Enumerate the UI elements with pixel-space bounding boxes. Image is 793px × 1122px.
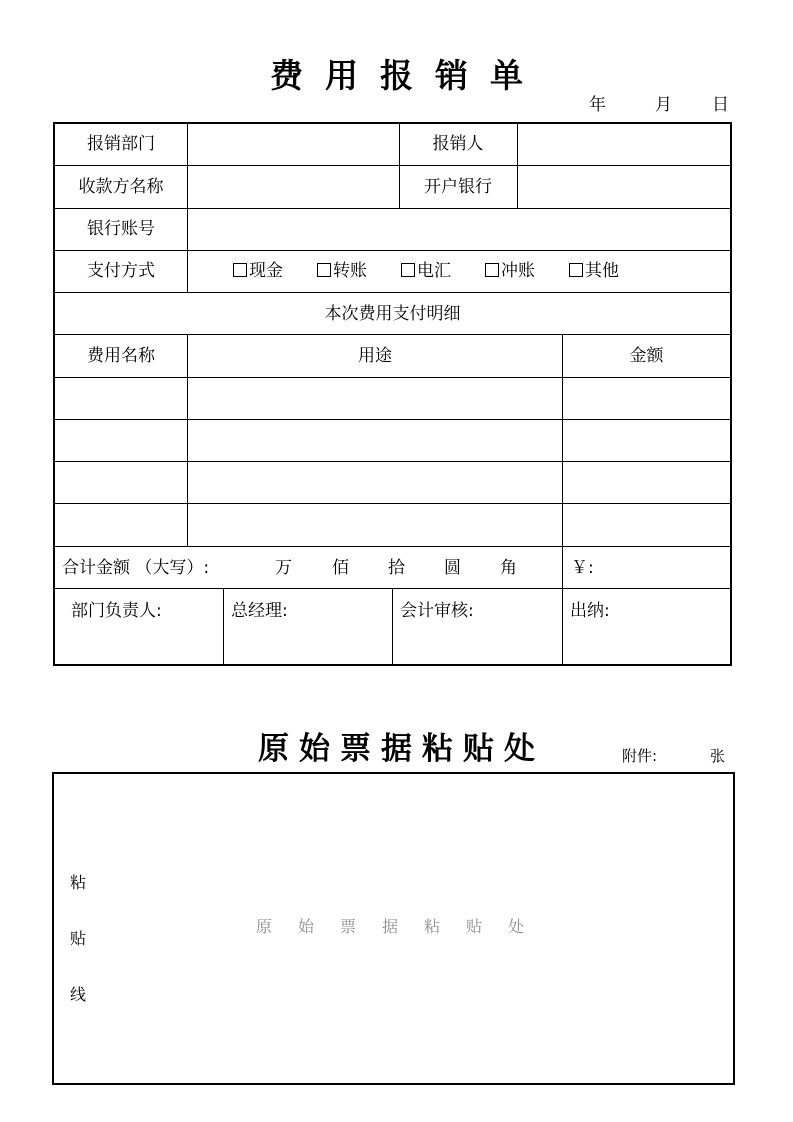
table-row[interactable]	[55, 462, 187, 503]
dept-field[interactable]	[188, 124, 399, 165]
claimant-field[interactable]	[518, 124, 730, 165]
dept-label: 报销部门	[87, 134, 155, 154]
date-year: 年	[589, 95, 606, 115]
col-amount: 金额	[629, 346, 664, 366]
date-day: 日	[712, 95, 729, 115]
checkbox[interactable]	[485, 263, 499, 277]
paste-title: 原始票据粘贴处	[258, 731, 545, 767]
account-label: 银行账号	[87, 219, 155, 239]
date-month: 月	[655, 95, 672, 115]
sig-general-manager: 总经理:	[231, 601, 288, 621]
attach-label: 附件:	[622, 747, 658, 765]
paste-line-char: 线	[70, 985, 87, 1004]
payment-label: 支付方式	[87, 261, 155, 281]
col-purpose: 用途	[358, 346, 392, 366]
bank-field[interactable]	[518, 166, 730, 208]
unit-shi: 拾	[388, 558, 405, 578]
unit-bai: 佰	[332, 558, 349, 578]
payment-option-cash[interactable]: 现金	[233, 261, 283, 281]
detail-header: 本次费用支付明细	[324, 304, 461, 324]
payee-field[interactable]	[188, 166, 399, 208]
table-row[interactable]	[55, 504, 187, 546]
payment-option-other[interactable]: 其他	[569, 261, 619, 281]
payee-label: 收款方名称	[78, 177, 164, 197]
form-title: 费用报销单	[270, 56, 545, 95]
total-label: 合计金额 （大写）:	[62, 558, 210, 578]
receipt-paste-area	[52, 772, 735, 1085]
table-row[interactable]	[55, 378, 187, 419]
checkbox[interactable]	[233, 263, 247, 277]
payment-option-offset[interactable]: 冲账	[485, 261, 535, 281]
payment-option-wire[interactable]: 电汇	[401, 261, 451, 281]
col-expense-name: 费用名称	[87, 346, 155, 366]
sig-cashier: 出纳:	[570, 601, 610, 621]
paste-line-char: 贴	[70, 929, 87, 948]
checkbox[interactable]	[401, 263, 415, 277]
attach-unit: 张	[710, 747, 726, 765]
checkbox[interactable]	[569, 263, 583, 277]
account-field[interactable]	[188, 209, 730, 250]
unit-jiao: 角	[500, 558, 517, 578]
bank-label: 开户银行	[424, 177, 492, 197]
table-row[interactable]	[55, 420, 187, 461]
paste-line-char: 粘	[70, 873, 87, 892]
paste-watermark: 原始票据粘贴处	[256, 917, 551, 936]
claimant-label: 报销人	[432, 134, 484, 154]
unit-yuan: 圆	[444, 558, 461, 578]
payment-option-transfer[interactable]: 转账	[317, 261, 367, 281]
sig-accounting: 会计审核:	[400, 601, 474, 621]
sig-dept-head: 部门负责人:	[71, 601, 162, 621]
unit-wan: 万	[275, 558, 292, 578]
checkbox[interactable]	[317, 263, 331, 277]
reimbursement-form	[53, 122, 732, 666]
yen-label: ￥:	[571, 558, 594, 578]
